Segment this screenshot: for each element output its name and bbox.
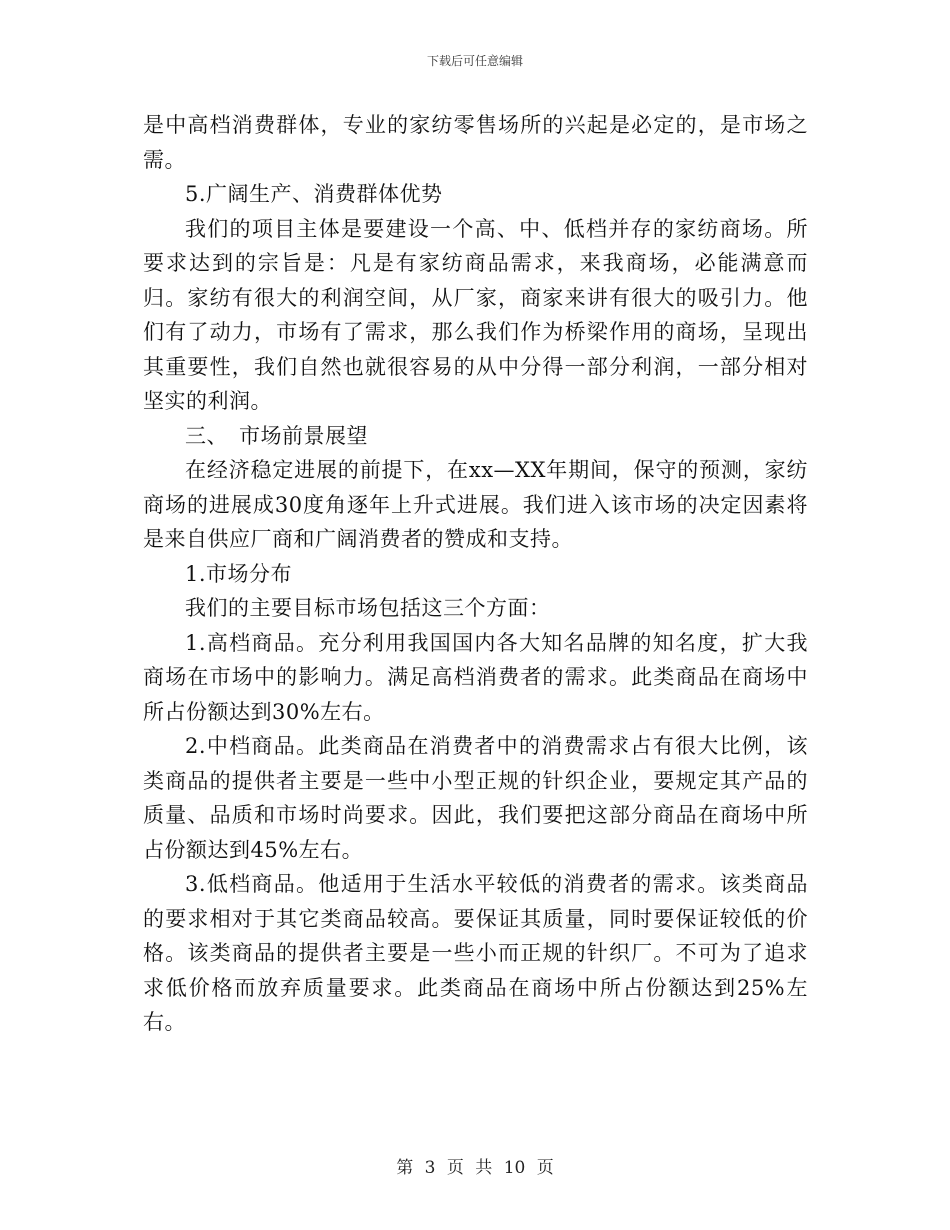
paragraph: 在经济稳定进展的前提下，在xx—XX年期间，保守的预测，家纺商场的进展成30度角逐年上升式进展。我们进入该市场的决定因素将是来自供应厂商和广阔消费者的赞成和支持。 xyxy=(143,458,808,551)
paragraph: 我们的项目主体是要建设一个高、中、低档并存的家纺商场。所要求达到的宗旨是：凡是有家纺商品需求，来我商场，必能满意而归。家纺有很大的利润空间，从厂家，商家来讲有很大的吸引力。他们有了动力，市场有了需求，那么我们作为桥梁作用的商场，呈现出其重要性，我们自然也就很容易的从中分得一部分利润，一部分相对坚实的利润。 xyxy=(143,216,808,413)
list-item: 1.高档商品。充分利用我国国内各大知名品牌的知名度，扩大我商场在市场中的影响力。满足高档消费者的需求。此类商品在商场中所占份额达到30%左右。 xyxy=(143,630,808,724)
paragraph: 是中高档消费群体，专业的家纺零售场所的兴起是必定的，是市场之需。 xyxy=(143,113,808,172)
list-item: 2.中档商品。此类商品在消费者中的消费需求占有很大比例，该类商品的提供者主要是一些中小型正规的针织企业，要规定其产品的质量、品质和市场时尚要求。因此，我们要把这部分商品在商场中所占份额达到45%左右。 xyxy=(143,734,808,862)
paragraph: 我们的主要目标市场包括这三个方面： xyxy=(185,596,551,620)
page-number: 第 3 页 共 10 页 xyxy=(396,1158,554,1178)
list-item: 3.低档商品。他适用于生活水平较低的消费者的需求。该类商品的要求相对于其它类商品较高。要保证其质量，同时要保证较低的价格。该类商品的提供者主要是一些小而正规的针织厂。不可为了追求求低价格而放弃质量要求。此类商品在商场中所占份额达到25%左右。 xyxy=(143,872,808,1034)
section-heading: 三、 市场前景展望 xyxy=(185,423,368,448)
section-heading: 1.市场分布 xyxy=(185,561,293,586)
page-header-note: 下载后可任意编辑 xyxy=(426,54,523,68)
document-body xyxy=(143,108,808,1040)
section-heading: 5.广阔生产、消费群体优势 xyxy=(185,182,443,206)
